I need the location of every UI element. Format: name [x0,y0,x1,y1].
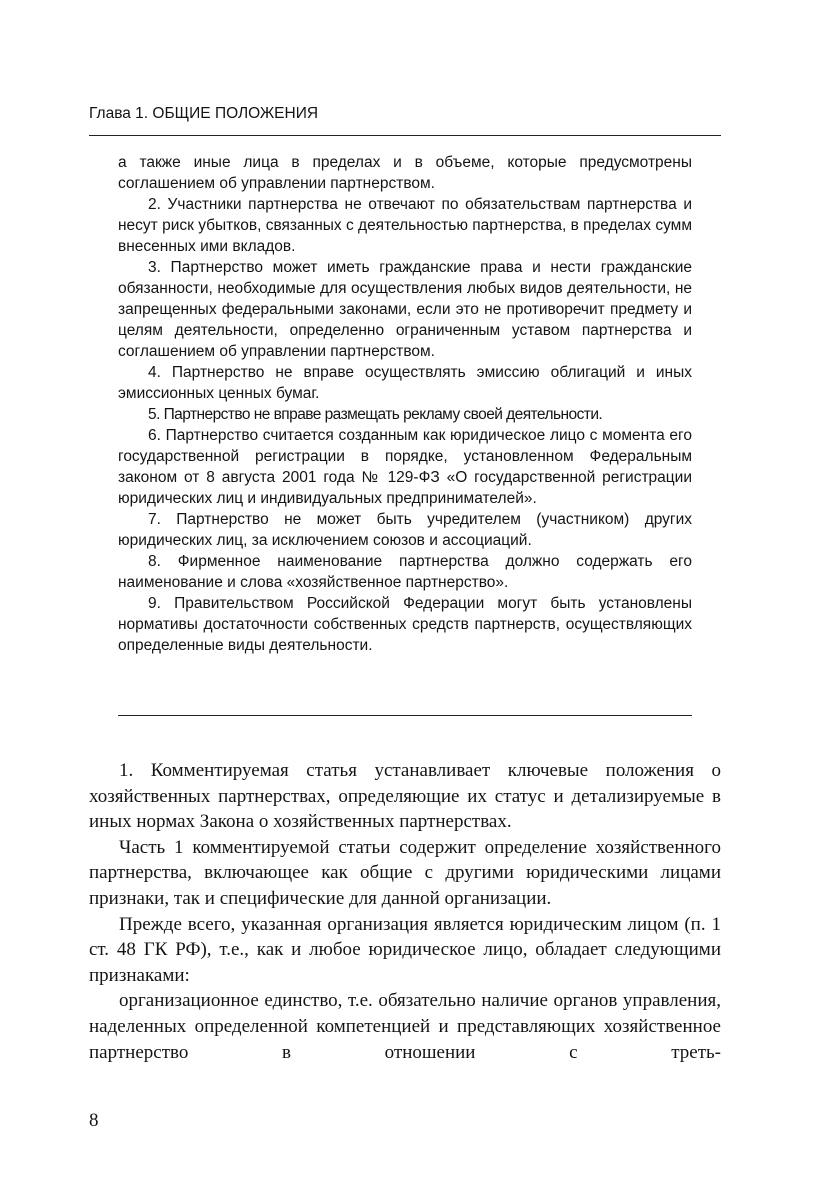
law-paragraph-4: 4. Партнерство не вправе осуществлять эмиссию облигаций и иных эмиссионных ценных бумаг. [118,364,692,402]
commentary-paragraph-3: Прежде всего, указанная организация является юридическим лицом (п. 1 ст. 48 ГК РФ), т.е., как и любое юридическое лицо, обладает следующими признаками: [89,913,721,986]
law-block-divider [118,715,692,716]
law-paragraph-3: 3. Партнерство может иметь гражданские права и нести гражданские обязанности, необходимые для осуществления любых видов деятельности, не запрещенных федеральными законами, если это не противоречит предмету и целям деятельности, определенно ограниченным уставом партнерства и соглашением об управлении партнерством. [118,259,692,360]
commentary-paragraph-2: Часть 1 комментируемой статьи содержит определение хозяйственного партнерства, включающее как общие с другими юридическими лицами признаки, так и специфические для данной организации. [89,836,721,909]
running-head: Глава 1. ОБЩИЕ ПОЛОЖЕНИЯ [89,105,319,122]
commentary-paragraph-1: 1. Комментируемая статья устанавливает ключевые положения о хозяйственных партнерствах, определяющие их статус и детализируемые в иных нормах Закона о хозяйственных партнерствах. [89,760,721,833]
commentary-paragraph-4: организационное единство, т.е. обязательно наличие органов управления, наделенных определенной компетенцией и представляющих хозяйственное партнерство в отношении с треть- [89,990,721,1063]
law-text-block [118,152,692,656]
commentary-block [89,758,721,1065]
law-paragraph-continuation: а также иные лица в пределах и в объеме, которые предусмотрены соглашением об управлении партнерством. [118,154,692,192]
law-paragraph-9: 9. Правительством Российской Федерации могут быть установлены нормативы достаточности собственных средств партнерств, осуществляющих определенные виды деятельности. [118,595,692,654]
law-paragraph-5: 5. Партнерство не вправе размещать рекламу своей деятельности. [148,406,603,423]
header-divider [89,135,721,136]
law-paragraph-8: 8. Фирменное наименование партнерства должно содержать его наименование и слова «хозяйственное партнерство». [118,553,692,591]
law-paragraph-7: 7. Партнерство не может быть учредителем (участником) других юридических лиц, за исключением союзов и ассоциаций. [118,511,692,549]
law-paragraph-2: 2. Участники партнерства не отвечают по обязательствам партнерства и несут риск убытков, связанных с деятельностью партнерства, в пределах сумм внесенных ими вкладов. [118,196,692,255]
law-paragraph-6: 6. Партнерство считается созданным как юридическое лицо с момента его государственной регистрации в порядке, установленном Федеральным законом от 8 августа 2001 года № 129-ФЗ «О государственной регистрации юридических лиц и индивидуальных предпринимателей». [118,427,692,507]
page-number: 8 [89,1110,99,1131]
